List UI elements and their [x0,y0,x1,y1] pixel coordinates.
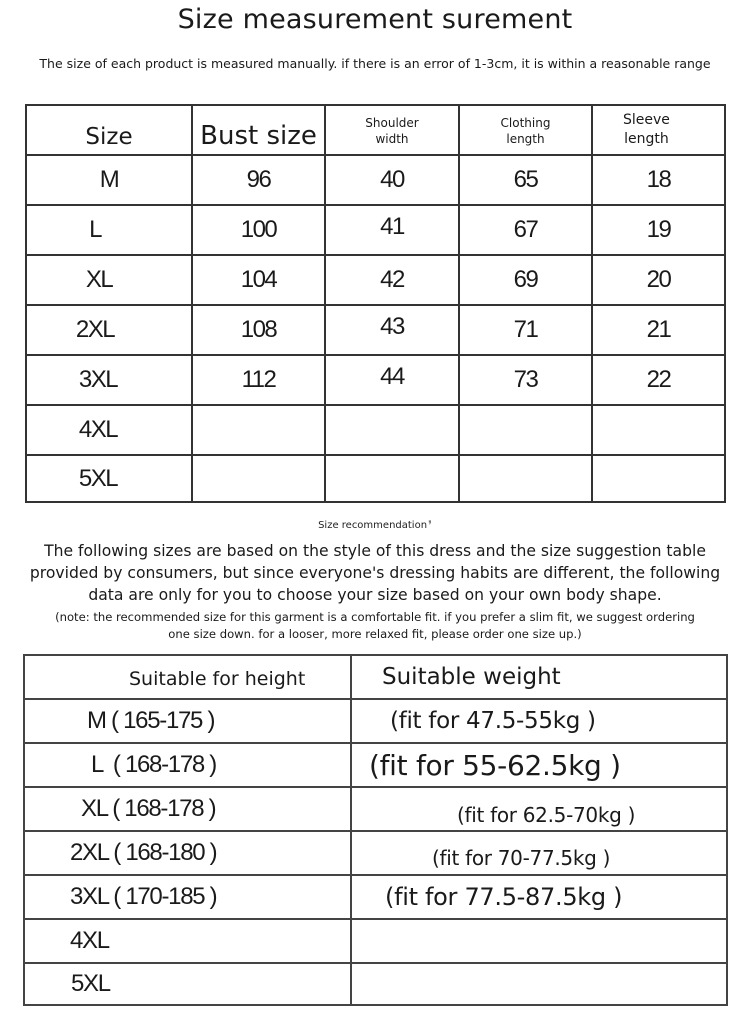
column-header-size: Size [27,106,193,156]
size-recommendation-table [23,654,728,1006]
table-row-size-height: 4XL [25,920,352,964]
table-cell-bust: 96 [193,156,326,206]
table-cell-bust [193,406,326,456]
page-title: Size measurement surement [177,4,573,35]
table-row-size-height: L ( 168-178 ) [25,744,352,788]
table-cell-sleeve [593,456,724,501]
table-cell-length [460,456,593,501]
size-recommendation-note: (note: the recommended size for this garment is a comfortable fit. if you prefer a slim fit, we suggest ordering one size down. for a looser, more relaxed fit, please order one size up.) [55,610,695,641]
table-cell-bust: 104 [193,256,326,306]
table-cell-shoulder: 43 [326,306,460,356]
table-cell-shoulder: 42 [326,256,460,306]
table-cell-sleeve: 21 [593,306,724,356]
table-cell-length: 67 [460,206,593,256]
table-row-size: 4XL [27,406,193,456]
table-cell-length: 65 [460,156,593,206]
table-cell-sleeve [593,406,724,456]
table-row-size: 3XL [27,356,193,406]
column-header-height: Suitable for height [25,656,352,700]
table-cell-sleeve: 20 [593,256,724,306]
table-cell-weight: (fit for 70-77.5kg ) [352,832,726,876]
table-cell-length: 69 [460,256,593,306]
table-row-size: 2XL [27,306,193,356]
size-measurement-table [25,104,726,503]
table-cell-weight [352,964,726,1004]
column-header-bust: Bust size [193,106,326,156]
table-row-size-height: 3XL ( 170-185 ) [25,876,352,920]
table-row-size-height: 2XL ( 168-180 ) [25,832,352,876]
table-cell-weight [352,920,726,964]
table-cell-bust [193,456,326,501]
table-cell-shoulder [326,406,460,456]
table-cell-shoulder [326,456,460,501]
table-cell-shoulder: 40 [326,156,460,206]
table-cell-length [460,406,593,456]
table-cell-bust: 112 [193,356,326,406]
table-row-size: XL [27,256,193,306]
column-header-shoulder: Shoulder width [326,106,460,156]
table-cell-length: 73 [460,356,593,406]
size-recommendation-label: Size recommendation❜ [318,518,432,532]
table-cell-bust: 108 [193,306,326,356]
column-header-weight: Suitable weight [352,656,726,700]
table-cell-weight: (fit for 77.5-87.5kg ) [352,876,726,920]
table-row-size: 5XL [27,456,193,501]
comma-mark-icon: ❜ [428,518,432,532]
table-row-size-height: 5XL [25,964,352,1004]
table-cell-sleeve: 18 [593,156,724,206]
column-header-clothing-length: Clothing length [460,106,593,156]
size-recommendation-text: The following sizes are based on the style of this dress and the size suggestion table provided by consumers, but since everyone's dressing habits are different, the following data are only for you to choose your size based on your own body shape. [29,542,721,604]
table-cell-sleeve: 19 [593,206,724,256]
table-row-size: L [27,206,193,256]
table-cell-shoulder: 41 [326,206,460,256]
column-header-sleeve-length: Sleeve length [593,106,724,156]
table-row-size: M [27,156,193,206]
table-cell-shoulder: 44 [326,356,460,406]
table-cell-sleeve: 22 [593,356,724,406]
measurement-disclaimer: The size of each product is measured manually. if there is an error of 1-3cm, it is within a reasonable range [39,56,711,71]
table-row-size-height: M ( 165-175 ) [25,700,352,744]
table-cell-weight: (fit for 62.5-70kg ) [352,788,726,832]
table-cell-length: 71 [460,306,593,356]
table-cell-weight: (fit for 55-62.5kg ) [352,744,726,788]
table-row-size-height: XL ( 168-178 ) [25,788,352,832]
table-cell-weight: (fit for 47.5-55kg ) [352,700,726,744]
table-cell-bust: 100 [193,206,326,256]
